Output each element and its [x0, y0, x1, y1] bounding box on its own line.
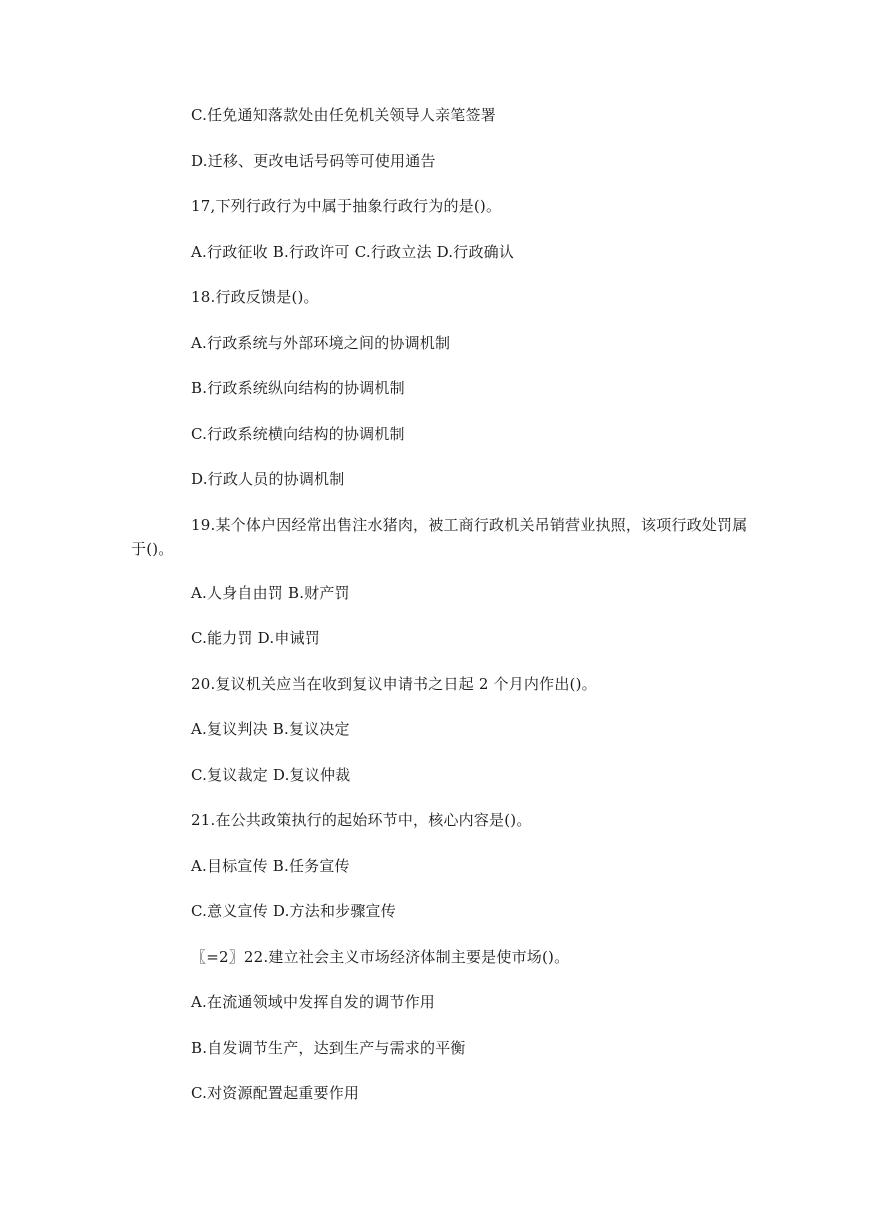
option-a-q18: A.行政系统与外部环境之间的协调机制	[191, 334, 451, 352]
option-d-q16: D.迁移、更改电话号码等可使用通告	[191, 152, 436, 170]
options-ab-q20: A.复议判决 B.复议决定	[191, 720, 350, 738]
options-ab-q21: A.目标宣传 B.任务宣传	[191, 857, 350, 875]
options-cd-q19: C.能力罚 D.申诫罚	[191, 629, 320, 647]
question-18: 18.行政反馈是()。	[191, 288, 319, 306]
options-ab-q19: A.人身自由罚 B.财产罚	[191, 584, 350, 602]
option-b-q18: B.行政系统纵向结构的协调机制	[191, 379, 405, 397]
option-a-q22: A.在流通领域中发挥自发的调节作用	[191, 993, 436, 1011]
question-19: 19.某个体户因经常出售注水猪肉，被工商行政机关吊销营业执照，该项行政处罚属于()。	[131, 516, 748, 558]
option-c-q16: C.任免通知落款处由任免机关领导人亲笔签署	[191, 106, 496, 124]
options-cd-q20: C.复议裁定 D.复议仲裁	[191, 766, 351, 784]
options-cd-q21: C.意义宣传 D.方法和步骤宣传	[191, 902, 396, 920]
options-q17: A.行政征收 B.行政许可 C.行政立法 D.行政确认	[191, 243, 515, 261]
option-b-q22: B.自发调节生产，达到生产与需求的平衡	[191, 1039, 466, 1057]
option-c-q18: C.行政系统横向结构的协调机制	[191, 425, 405, 443]
option-c-q22: C.对资源配置起重要作用	[191, 1084, 360, 1102]
option-d-q18: D.行政人员的协调机制	[191, 470, 345, 488]
question-21: 21.在公共政策执行的起始环节中，核心内容是()。	[191, 811, 532, 829]
question-22: 〖=2〗22.建立社会主义市场经济体制主要是使市场()。	[191, 948, 570, 966]
question-20: 20.复议机关应当在收到复议申请书之日起 2 个月内作出()。	[191, 675, 597, 693]
question-17: 17,下列行政行为中属于抽象行政行为的是()。	[191, 197, 502, 215]
